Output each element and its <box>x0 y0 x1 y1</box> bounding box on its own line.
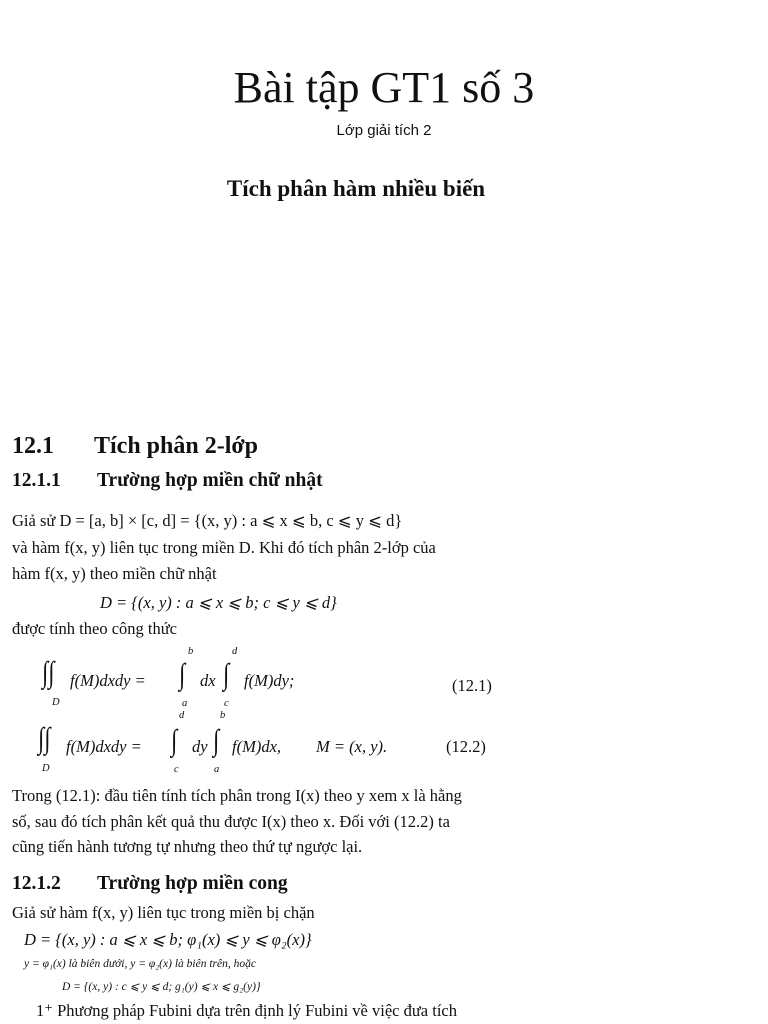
subsection-title: Trường hợp miền cong <box>97 873 288 894</box>
page-title: Bài tập GT1 số 3 <box>233 63 535 112</box>
integral-sign: ∫ <box>213 724 220 757</box>
footnote-text: Phương pháp Fubini dựa trên định lý Fubini về việc đưa tích <box>57 1001 457 1020</box>
section-number: 12.1 <box>12 433 54 459</box>
integral-sign: ∫ <box>171 724 178 757</box>
integral-lower-limit: a <box>182 698 188 709</box>
paragraph-line: Giả sử hàm f(x, y) liên tục trong miền bị chặn <box>12 903 315 922</box>
paragraph-line: Trong (12.1): đầu tiên tính tích phân trong I(x) theo y xem x là hằng <box>12 786 462 805</box>
subsection-number: 12.1.1 <box>12 470 61 491</box>
integral-upper-limit: d <box>179 710 185 721</box>
page-subtitle: Lớp giải tích 2 <box>336 122 432 139</box>
equation-rhs: f(M)dy; <box>244 671 295 690</box>
equation-differential: dx <box>200 671 216 690</box>
paragraph-line: hàm f(x, y) theo miền chữ nhật <box>12 564 217 583</box>
integral-region: D <box>52 697 60 708</box>
integral-lower-limit: c <box>224 698 229 709</box>
section-title: Tích phân 2-lớp <box>94 433 259 459</box>
integral-region: D <box>42 763 50 774</box>
paragraph-line: cũng tiến hành tương tự nhưng theo thứ tự ngược lại. <box>12 837 363 856</box>
equation-differential: dy <box>192 737 208 756</box>
footnote-mark: 1⁺ <box>36 1001 53 1020</box>
equation-rhs: f(M)dx, <box>232 737 282 756</box>
paragraph-line: số, sau đó tích phân kết quả thu được I(x) theo x. Đối với (12.2) ta <box>12 812 450 831</box>
display-equation: D = {(x, y) : a ⩽ x ⩽ b; φ₁(x) ⩽ y ⩽ φ₂(x)} <box>24 930 312 949</box>
equation-number: (12.1) <box>452 676 492 695</box>
equation-lhs: f(M)dxdy = <box>66 737 142 756</box>
paragraph-line: Giả sử D = [a, b] × [c, d] = {(x, y) : a ⩽ x ⩽ b, c ⩽ y ⩽ d} <box>12 511 403 530</box>
topic-heading: Tích phân hàm nhiều biến <box>226 176 486 201</box>
note-line: y = φ₁(x) là biên dưới, y = φ₂(x) là biên trên, hoặc <box>24 958 256 970</box>
integral-upper-limit: b <box>188 646 194 657</box>
equation-lhs: f(M)dxdy = <box>70 671 146 690</box>
display-equation: D = {(x, y) : a ⩽ x ⩽ b; c ⩽ y ⩽ d} <box>100 593 337 612</box>
integral-sign: ∫ <box>223 658 230 691</box>
double-integral-sign: ∫∫ <box>42 656 55 689</box>
integral-lower-limit: c <box>174 764 179 775</box>
equation-number: (12.2) <box>446 737 486 756</box>
subsection-number: 12.1.2 <box>12 873 61 894</box>
subsection-heading-1 <box>12 470 323 492</box>
integral-lower-limit: a <box>214 764 220 775</box>
double-integral-sign: ∫∫ <box>38 722 51 755</box>
integral-upper-limit: d <box>232 646 238 657</box>
paragraph-line: được tính theo công thức <box>12 619 177 638</box>
equation-tail: M = (x, y). <box>316 737 388 756</box>
section-heading <box>12 433 258 460</box>
integral-sign: ∫ <box>179 658 186 691</box>
integral-upper-limit: b <box>220 710 226 721</box>
subsection-heading-2 <box>12 873 288 895</box>
footnote-line <box>36 1001 457 1021</box>
note-equation: D = {(x, y) : c ⩽ y ⩽ d; g₁(y) ⩽ x ⩽ g₂(y)} <box>62 981 261 993</box>
subsection-title: Trường hợp miền chữ nhật <box>97 470 323 491</box>
paragraph-line: và hàm f(x, y) liên tục trong miền D. Khi đó tích phân 2-lớp của <box>12 538 436 557</box>
